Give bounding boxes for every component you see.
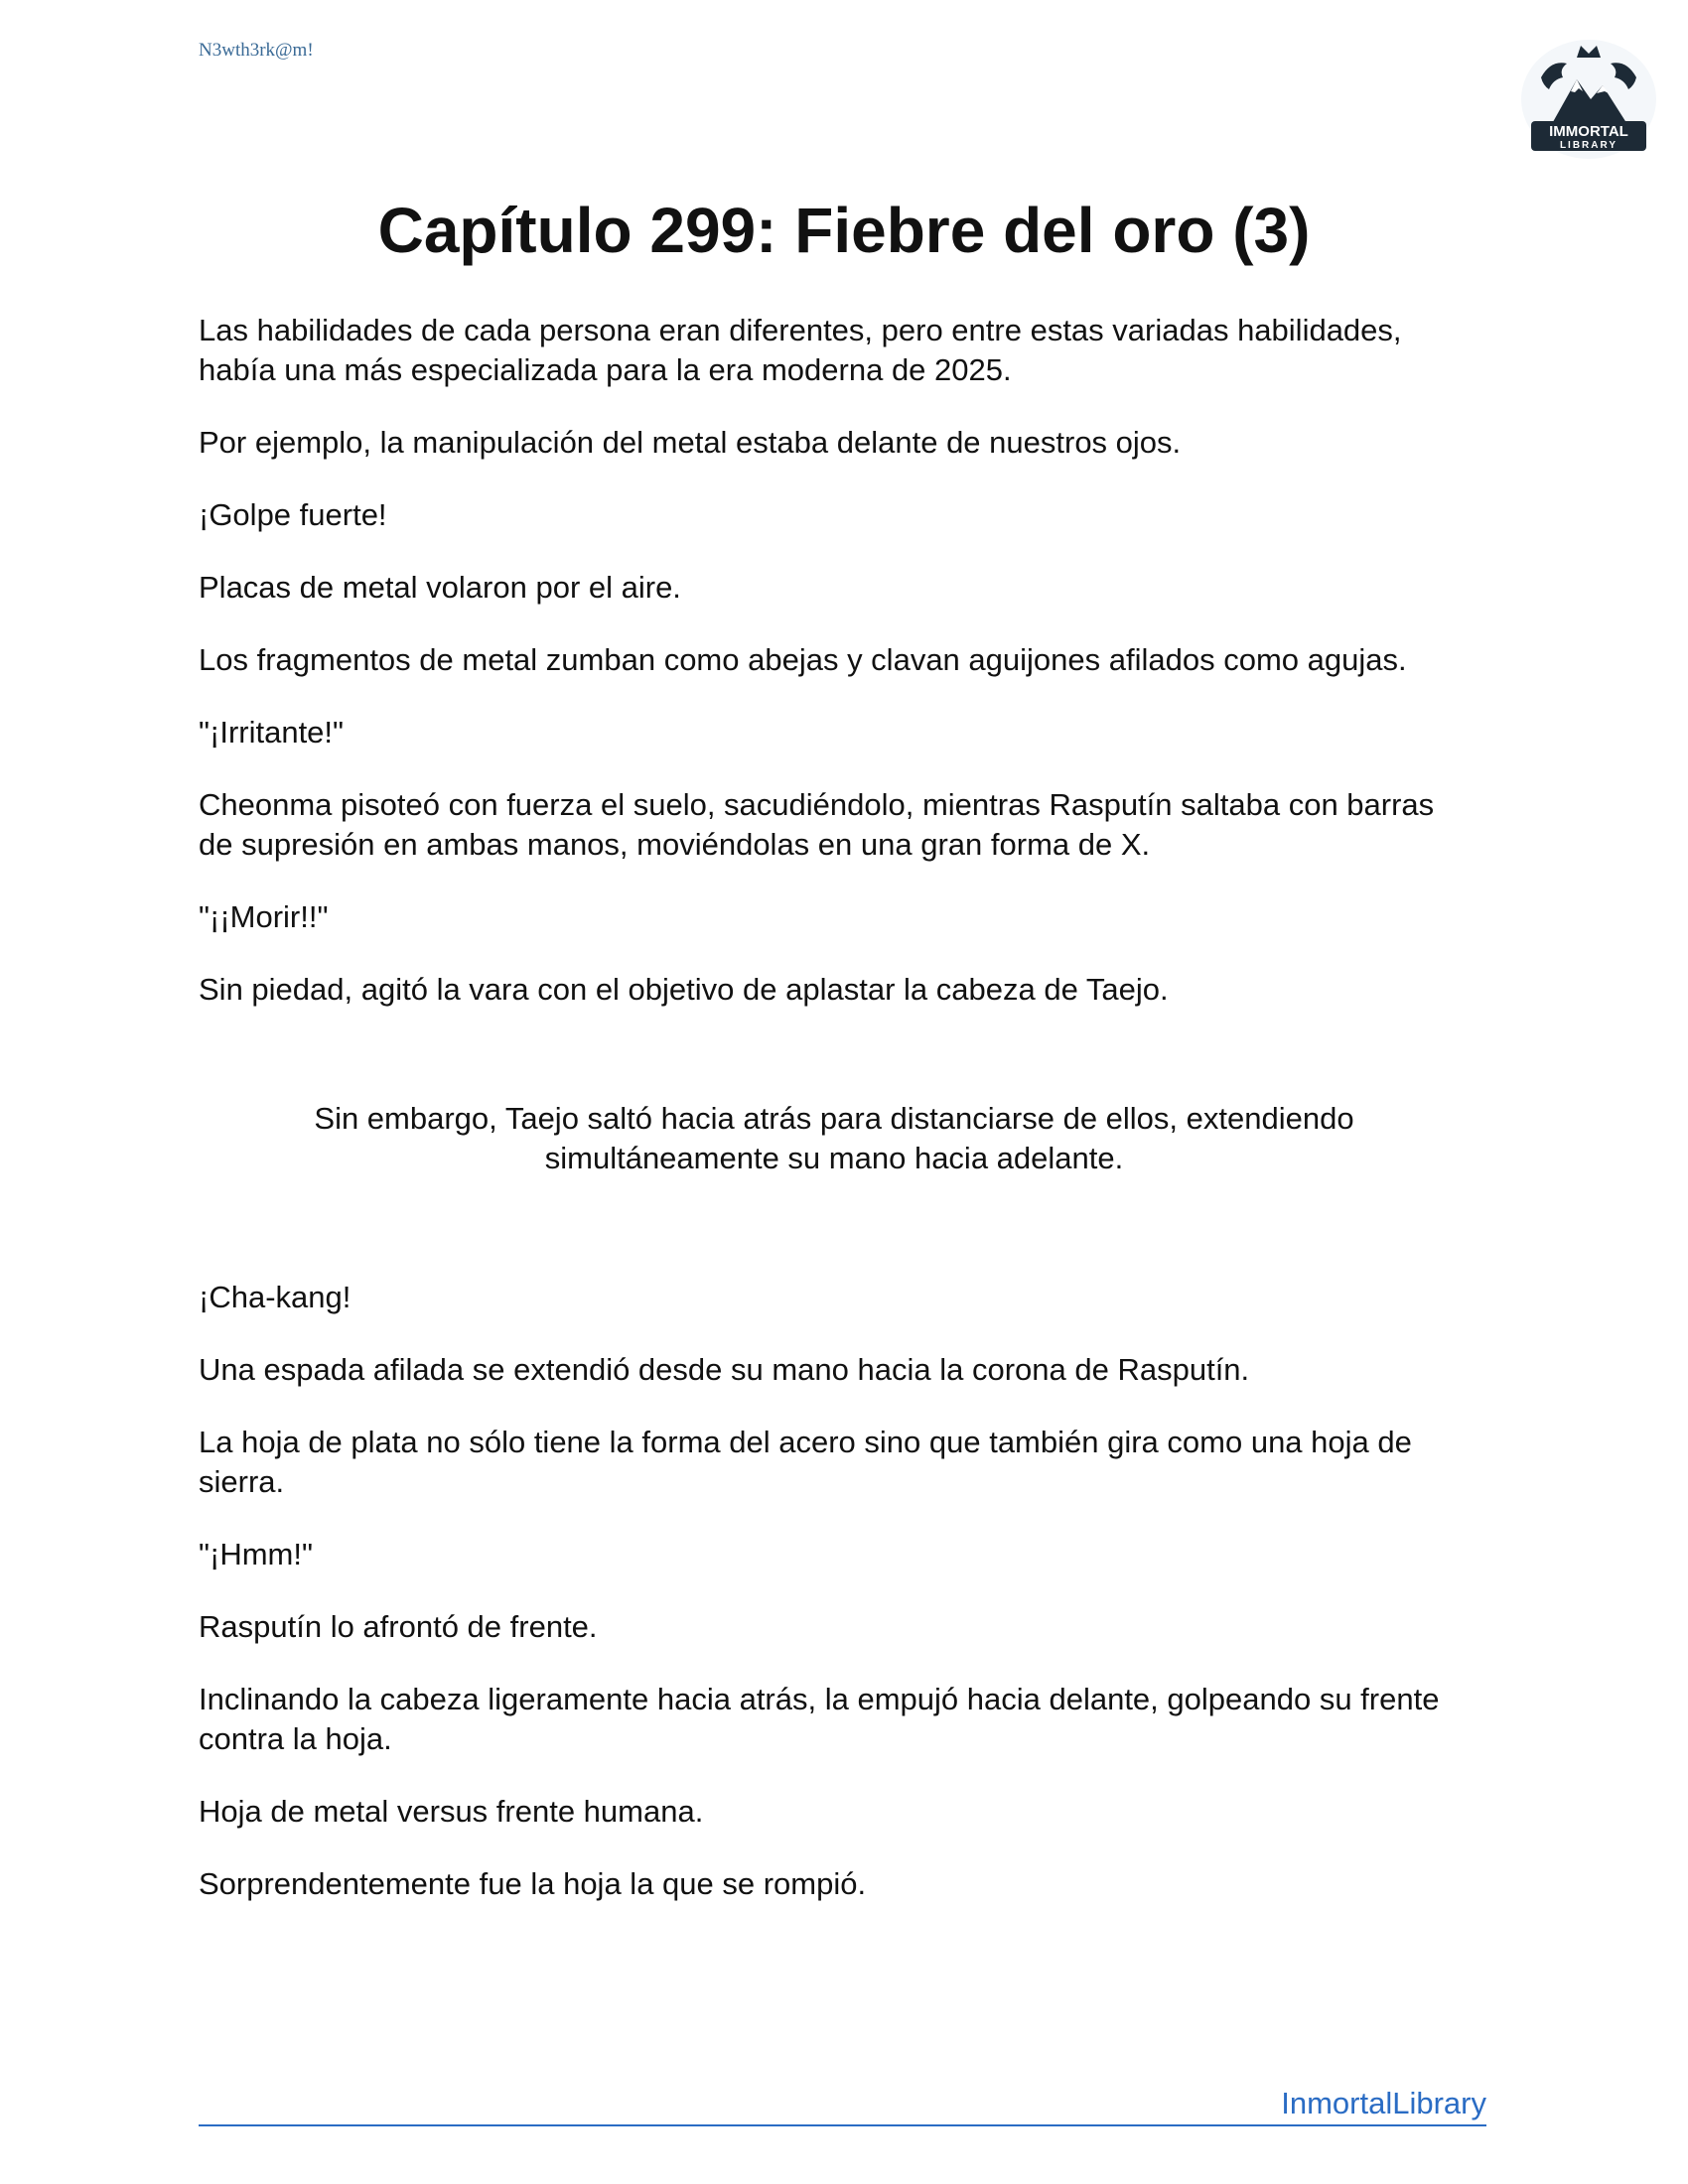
paragraph: ¡Cha-kang! xyxy=(199,1280,352,1314)
paragraph: Inclinando la cabeza ligeramente hacia atrás, la empujó hacia delante, golpeando su frente contra la hoja. xyxy=(199,1682,1440,1756)
paragraph: Una espada afilada se extendió desde su mano hacia la corona de Rasputín. xyxy=(199,1352,1250,1387)
paragraph: Por ejemplo, la manipulación del metal estaba delante de nuestros ojos. xyxy=(199,425,1182,460)
paragraph: Rasputín lo afrontó de frente. xyxy=(199,1609,598,1644)
immortal-library-logo xyxy=(1519,38,1658,162)
paragraph-centered: Sin embargo, Taejo saltó hacia atrás para distanciarse de ellos, extendiendo simultáneamente su mano hacia adelante. xyxy=(314,1101,1354,1175)
paragraph: Placas de metal volaron por el aire. xyxy=(199,570,681,605)
paragraph: La hoja de plata no sólo tiene la forma del acero sino que también gira como una hoja de sierra. xyxy=(199,1425,1412,1499)
paragraph: Cheonma pisoteó con fuerza el suelo, sacudiéndolo, mientras Rasputín saltaba con barras de supresión en ambas manos, moviéndolas en una gran forma de X. xyxy=(199,787,1435,862)
chapter-title: Capítulo 299: Fiebre del oro (3) xyxy=(377,195,1311,266)
paragraph: "¡Irritante!" xyxy=(199,715,345,750)
paragraph: ¡Golpe fuerte! xyxy=(199,497,387,532)
watermark: N3wth3rk@m! xyxy=(199,40,314,61)
chapter-body xyxy=(199,311,1470,1937)
paragraph: "¡Hmm!" xyxy=(199,1537,313,1571)
paragraph: Sorprendentemente fue la hoja la que se rompió. xyxy=(199,1866,867,1901)
logo-text-library: LIBRARY xyxy=(1559,140,1618,151)
paragraph: Hoja de metal versus frente humana. xyxy=(199,1794,704,1829)
logo-text-immortal: IMMORTAL xyxy=(1549,123,1628,140)
footer-link-inmortal-library[interactable]: InmortalLibrary xyxy=(199,2085,1486,2126)
paragraph: "¡¡Morir!!" xyxy=(199,899,329,934)
paragraph: Las habilidades de cada persona eran diferentes, pero entre estas variadas habilidades, había una más especializada para la era moderna de 2025. xyxy=(199,313,1402,387)
paragraph: Los fragmentos de metal zumban como abejas y clavan aguijones afilados como agujas. xyxy=(199,642,1407,677)
paragraph: Sin piedad, agitó la vara con el objetivo de aplastar la cabeza de Taejo. xyxy=(199,972,1169,1007)
